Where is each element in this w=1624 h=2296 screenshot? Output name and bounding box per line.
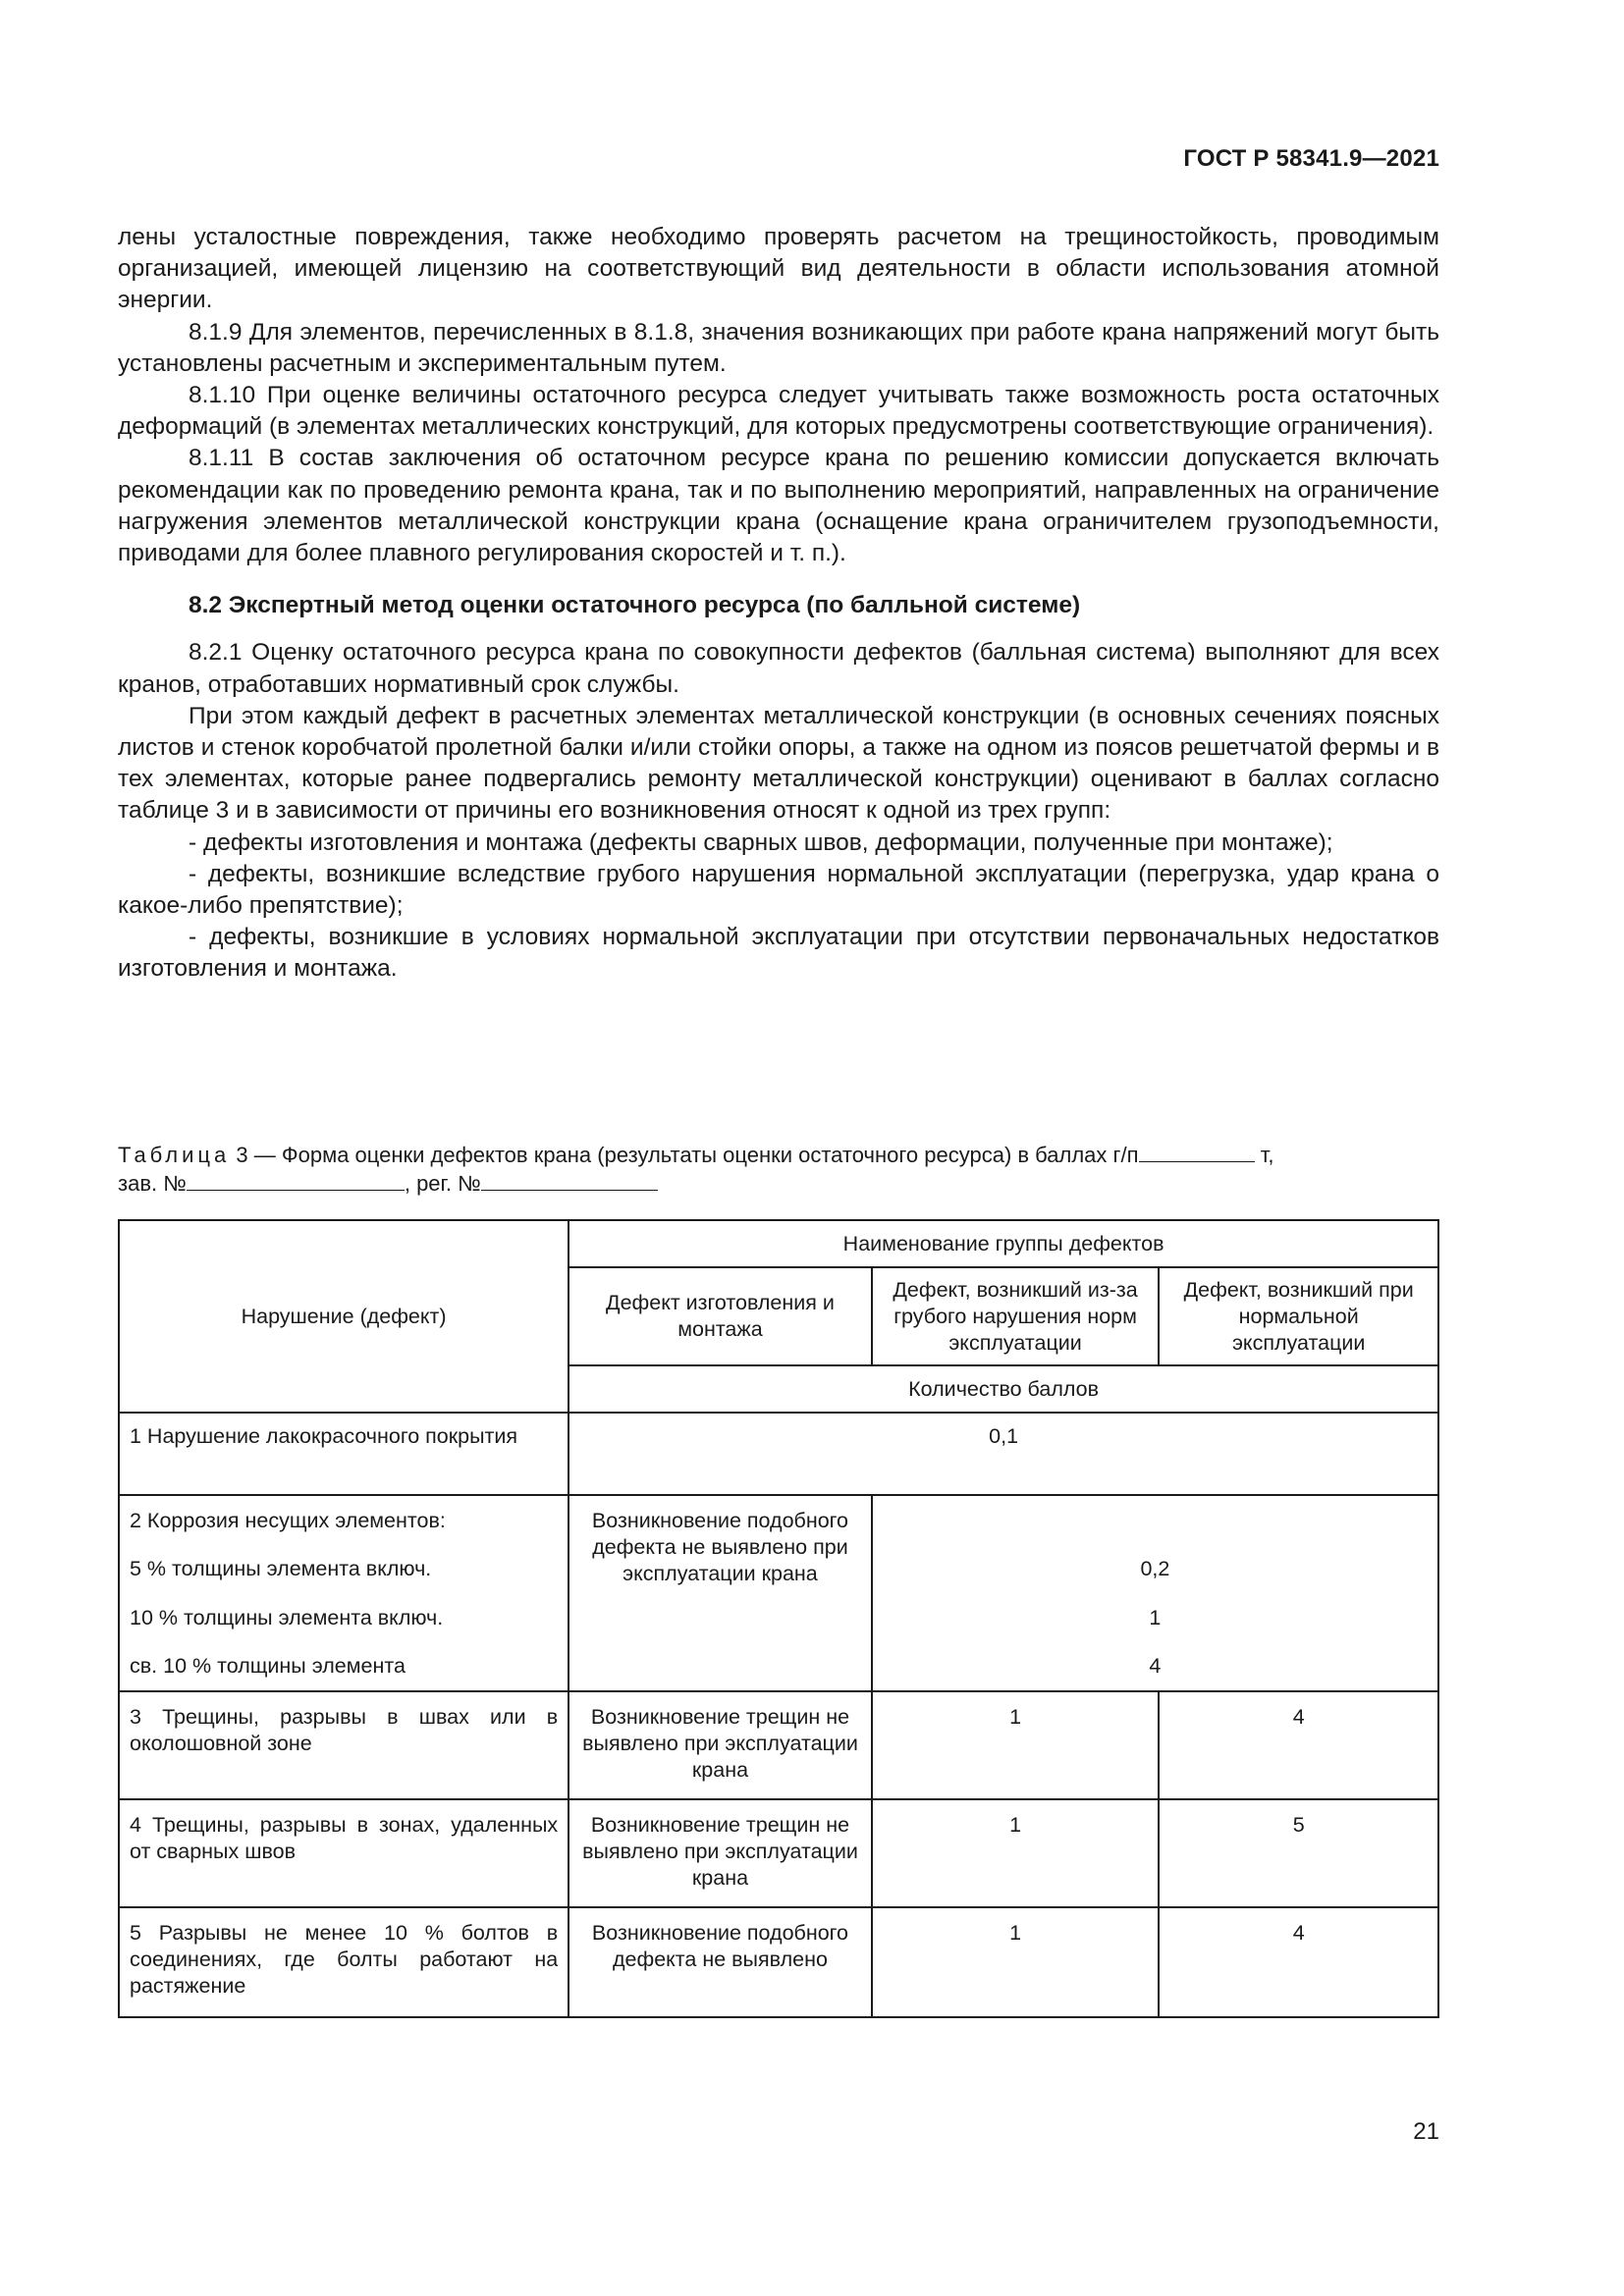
capacity-blank [1139,1142,1255,1162]
row-4-normal-operation: 5 [1159,1799,1438,1907]
row-2-sub-1-label: 5 % толщины элемента включ. [119,1544,568,1593]
row-3-gross-violation: 1 [872,1691,1160,1799]
paragraph-8-2-1: 8.2.1 Оценку остаточного ресурса крана по совокупности дефектов (балльная система) выполняют для всех кранов, отработавших нормативный срок службы. [118,639,1439,698]
row-2-sub-3-label: св. 10 % толщины элемента [119,1642,568,1691]
defect-assessment-table [118,1219,1439,2018]
row-2-manufacturing: Возникновение подобного дефекта не выявлено при эксплуатации крана [568,1495,872,1691]
serial-number-blank [187,1170,405,1191]
header-gross-violation-defect: Дефект, возникший из-за грубого нарушения норм эксплуатации [872,1267,1160,1365]
row-5-gross-violation: 1 [872,1907,1160,2017]
section-heading-8-2: 8.2 Экспертный метод оценки остаточного ресурса (по балльной системе) [189,592,1081,619]
list-item-normal-operation: - дефекты, возникшие в условиях нормальной эксплуатации при отсутствии первоначальных недостатков изготовления и монтажа. [118,924,1439,983]
row-4-gross-violation: 1 [872,1799,1160,1907]
row-2-sub-2-value: 1 [872,1593,1438,1642]
row-5-manufacturing: Возникновение подобного дефекта не выявлено [568,1907,872,2017]
row-2-name: 2 Коррозия несущих элементов: [119,1495,568,1544]
row-5-name: 5 Разрывы не менее 10 % болтов в соединениях, где болты работают на растяжение [119,1907,568,2017]
page-number: 21 [1413,2118,1439,2145]
paragraph-8-1-11: 8.1.11 В состав заключения об остаточном ресурсе крана по решению комиссии допускается включать рекомендации как по проведению ремонта крана, так и по выполнению мероприятий, направленных на ограничение нагружения элементов металлической конструкции крана (оснащение крана ограничителем грузоподъемности, приводами для более плавного регулирования скоростей и т. п.). [118,445,1439,567]
header-defect-group: Наименование группы дефектов [568,1220,1438,1267]
table-caption-serial: зав. № [118,1171,187,1196]
table-caption-unit: т, [1260,1143,1274,1167]
table-caption-number: 3 [236,1143,248,1167]
paragraph-defect-groups: При этом каждый дефект в расчетных элементах металлической конструкции (в основных сечениях поясных листов и стенок коробчатой пролетной балки и/или стойки опоры, а также на одном из поясов решетчатой фермы и в тех элементах, которые ранее подвергались ремонту металлической конструкции) оценивают в баллах согласно таблице 3 и в зависимости от причины его возникновения относят к одной из трех групп: [118,702,1439,825]
row-2-sub-1-value: 0,2 [872,1544,1438,1593]
header-manufacturing-defect: Дефект изготовления и монтажа [568,1267,872,1365]
row-1-name: 1 Нарушение лакокрасочного покрытия [119,1413,568,1495]
row-5-normal-operation: 4 [1159,1907,1438,2017]
row-3-manufacturing: Возникновение трещин не выявлено при эксплуатации крана [568,1691,872,1799]
document-code: ГОСТ Р 58341.9—2021 [1183,145,1439,172]
row-3-normal-operation: 4 [1159,1691,1438,1799]
row-4-manufacturing: Возникновение трещин не выявлено при эксплуатации крана [568,1799,872,1907]
body-text [118,222,1439,986]
table-caption-reg: , рег. № [404,1171,481,1196]
header-normal-operation-defect: Дефект, возникший при нормальной эксплуатации [1159,1267,1438,1365]
paragraph-continuation: лены усталостные повреждения, также необходимо проверять расчетом на трещиностойкость, проводимым организацией, имеющей лицензию на соответствующий вид деятельности в области использования атомной энергии. [118,224,1439,314]
row-2-sub-3-value: 4 [872,1642,1438,1691]
row-4-name: 4 Трещины, разрывы в зонах, удаленных от сварных швов [119,1799,568,1907]
table-caption-text: — Форма оценки дефектов крана (результаты оценки остаточного ресурса) в баллах г/п [253,1143,1139,1167]
header-violation: Нарушение (дефект) [119,1220,568,1413]
row-2-sub-2-label: 10 % толщины элемента включ. [119,1593,568,1642]
paragraph-8-1-9: 8.1.9 Для элементов, перечисленных в 8.1.8, значения возникающих при работе крана напряжений могут быть установлены расчетным и экспериментальным путем. [118,318,1439,377]
row-3-name: 3 Трещины, разрывы в швах или в околошовной зоне [119,1691,568,1799]
header-points: Количество баллов [568,1365,1438,1413]
list-item-gross-violation: - дефекты, возникшие вследствие грубого нарушения нормальной эксплуатации (перегрузка, удар крана о какое-либо препятствие); [118,860,1439,920]
table-caption [118,1141,1439,1198]
row-1-value: 0,1 [568,1413,1438,1495]
row-2-empty [872,1495,1438,1544]
table-caption-label: Таблица [118,1143,231,1167]
registration-number-blank [481,1170,658,1191]
list-item-manufacturing: - дефекты изготовления и монтажа (дефекты сварных швов, деформации, полученные при монтаже); [189,828,1333,856]
paragraph-8-1-10: 8.1.10 При оценке величины остаточного ресурса следует учитывать также возможность роста остаточных деформаций (в элементах металлических конструкций, для которых предусмотрены соответствующие ограничения). [118,382,1439,441]
